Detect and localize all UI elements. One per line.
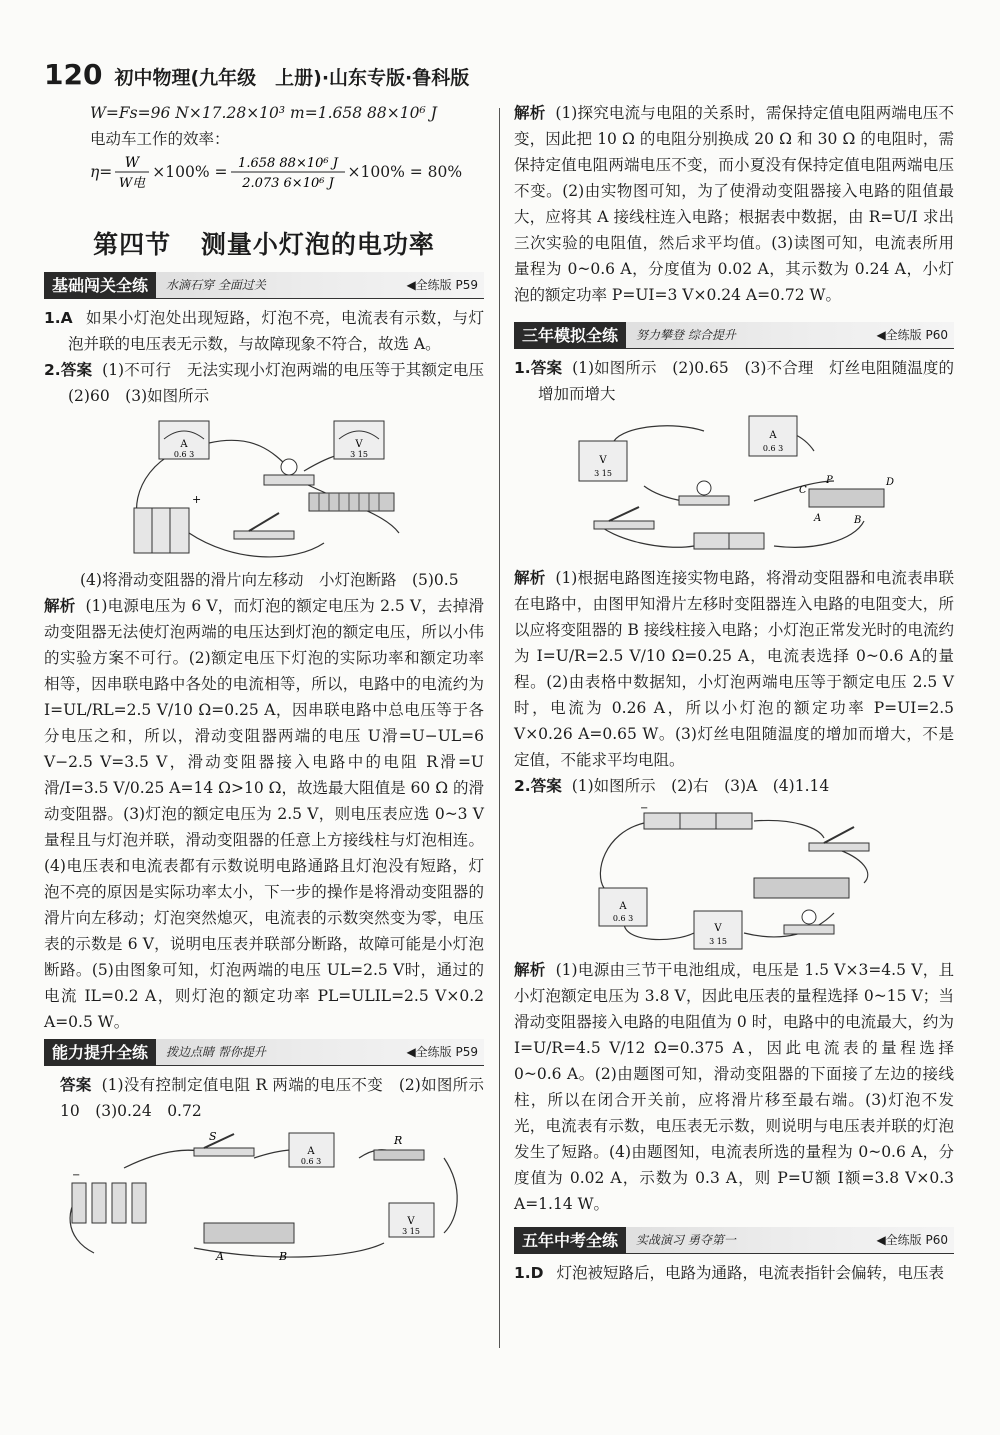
ammeter-letter: A — [619, 901, 627, 912]
answer-number: 1. — [514, 359, 531, 377]
banner-ref: ◀全练版 P60 — [876, 328, 948, 342]
voltmeter-v — [334, 421, 384, 459]
answer-number: 1.A — [44, 309, 73, 327]
answer-text: (1)不可行 无法实现小灯泡两端的电压等于其额定电压 (2)60 (3)如图所示 — [68, 361, 500, 405]
ammeter — [289, 1133, 334, 1167]
banner-exam — [514, 1227, 954, 1254]
section-number: 第四节 — [93, 230, 172, 259]
rheostat — [799, 475, 894, 526]
ammeter-letter: A — [307, 1146, 315, 1157]
analysis-text: (1)根据电路图连接实物电路，将滑动变阻器和电流表串联在电路中，由图甲知滑片左移时变阻器连入电路的电阻变大，所以应将变阻器的 B 接线柱接入电路；小灯泡正常发光时的电流约为 I=U/R=2.5 V/10 Ω=0.25 A，电流表选择 0~0.6 A的量程。(2)由表格中数据知，小灯泡两端电压等于额定电压 2.5 V 时，电流为 0.26 A，所以小灯泡的额定功率 P=UI=2.5 V×0.26 A=0.65 W。(3)灯丝电阻随温度的增加而增大，不是定值，不能求平均电阻。 — [514, 569, 954, 769]
eta-lhs: η= — [90, 163, 113, 181]
bulb — [679, 481, 729, 505]
voltmeter-scale: 3 15 — [350, 450, 368, 459]
voltmeter — [694, 911, 742, 949]
banner-basic — [44, 272, 484, 299]
frac2-den: 2.073 6×10⁶ J — [241, 176, 334, 191]
analysis-label: 解析 — [514, 961, 546, 979]
analysis-2 — [44, 593, 484, 1035]
eta-mid: ×100% = — [152, 163, 228, 181]
ammeter — [749, 416, 797, 456]
analysis-text: (1)电源电压为 6 V，而灯泡的额定电压为 2.5 V，去掉滑动变阻器无法使灯泡两端的电压达到灯泡的额定电压，所以小伟的实验方案不可行。(2)额定电压下灯泡的实际功率和额定功率相等，因串联电路中各处的电流相等，所以，电路中的电流约为 I=UL/RL=2.5 V/10 Ω=0.25 A，因串联电路中总电压等于各分电压之和，所以，滑动变阻器两端的电压 U滑=U−UL=6 V−2.5 V=3.5 V，滑动变阻器接入电路中的电阻 R滑=U滑/I=3.5 V/0.25 A=14 Ω>10 Ω，故选最大阻值是 60 Ω 的滑动变阻器。(3)灯泡的额定电压为 2.5 V，则电压表应选 0~3 V 量程且与灯泡并联，滑动变阻器的任意上方接线柱与灯泡相连。(4)电压表和电流表都有示数说明电路通路且灯泡没有短路，灯泡不亮的原因是实际功率太小，下一步的操作是将滑动变阻器的滑片向左移动；灯泡突然熄灭，电流表的示数突然变为零，电压表的示数是 6 V，说明电压表并联部分断路，故障可能是小灯泡断路。(5)由图象可知，灯泡两端的电压 UL=2.5 V时，通过的电流 IL=0.2 A，则灯泡的额定功率 PL=ULIL=2.5 V×0.2 A=0.5 W。 — [44, 597, 484, 1031]
battery — [134, 493, 201, 553]
banner-slogan: 拨边点睛 帮你提升 — [166, 1045, 266, 1059]
frac1-num: W — [125, 155, 140, 171]
voltmeter-letter: V — [407, 1216, 415, 1227]
column-divider — [499, 108, 500, 1348]
banner-slogan: 实战演习 勇夺第一 — [636, 1233, 736, 1247]
switch — [594, 507, 654, 529]
ammeter-scale: 0.6 3 — [173, 450, 195, 459]
bulb — [264, 459, 314, 485]
battery-minus: − — [640, 803, 649, 814]
frac1-den: W电 — [119, 176, 146, 191]
bulb — [784, 910, 834, 934]
analysis-label: 解析 — [514, 104, 546, 122]
resistor-r — [374, 1134, 424, 1160]
label-s: S — [209, 1130, 217, 1143]
frac2-num: 1.658 88×10⁶ J — [237, 156, 338, 171]
circuit-figure-3 — [564, 411, 904, 561]
label-r: R — [394, 1134, 403, 1147]
work-formula: W=Fs=96 N×17.28×10³ m=1.658 88×10⁶ J — [90, 104, 437, 122]
answer-number: 2. — [514, 777, 531, 795]
answer-label: 答案 — [60, 361, 93, 379]
answer-text: (1)没有控制定值电阻 R 两端的电压不变 (2)如图所示 10 (3)0.24 0.72 — [60, 1076, 500, 1120]
answer-text: 灯泡被短路后，电路为通路，电流表指针会偏转，电压表 — [556, 1264, 944, 1282]
mock-analysis-2 — [514, 957, 954, 1217]
answer-label: 答案 — [530, 359, 563, 377]
voltmeter-letter: V — [599, 455, 607, 466]
voltmeter-scale: 3 15 — [402, 1227, 420, 1236]
banner-title: 能力提升全练 — [44, 1039, 156, 1066]
exam-answer-1 — [514, 1260, 954, 1286]
book-title: 初中物理(九年级 上册)·山东专版·鲁科版 — [114, 67, 470, 89]
label-p: P — [826, 475, 833, 486]
banner-ref: ◀全练版 P60 — [876, 1233, 948, 1247]
ammeter-scale: 0.6 3 — [300, 1157, 322, 1166]
analysis-ability — [514, 100, 954, 308]
label-b: B — [279, 1250, 288, 1263]
answer-text: 如果小灯泡处出现短路，灯泡不亮，电流表有示数，与灯泡并联的电压表无示数，与故障现象不符合，故选 A。 — [68, 309, 484, 353]
ammeter — [599, 888, 647, 926]
rheostat — [309, 493, 394, 511]
banner-ability — [44, 1039, 484, 1066]
label-c: C — [799, 485, 807, 496]
efficiency-formula — [44, 152, 484, 192]
answer-text: (1)如图所示 (2)0.65 (3)不合理 灯丝电阻随温度的增加而增大 — [538, 359, 954, 403]
fraction-values — [228, 152, 348, 192]
analysis-text: (1)电源由三节干电池组成，电压是 1.5 V×3=4.5 V，且小灯泡额定电压为 3.8 V，因此电压表的量程选择 0~15 V；当滑动变阻器接入电路的电阻值为 0 时，电路中的电流最大，约为 I=U/R=4.5 V/12 Ω=0.375 A，因此电流表的量程选择 0~0.6 A。(2)由题图可知，滑动变阻器的下面接了左边的接线柱，所以在闭合开关前，应将滑片移至最右端。(3)灯泡不发光，电流表有示数，电压表无示数，则说明与电压表并联的灯泡发生了短路。(4)由题图知，电流表所选的量程为 0~0.6 A，分度值为 0.02 A，示数为 0.3 A，则 P=U额 I额=3.8 V×0.3 A=1.14 W。 — [514, 961, 954, 1213]
banner-ref: ◀全练版 P59 — [406, 1045, 478, 1059]
mock-answer-1 — [514, 355, 954, 407]
label-a: A — [814, 513, 822, 524]
voltmeter-scale: 3 15 — [594, 469, 612, 478]
section-title — [44, 232, 484, 258]
voltmeter-letter: V — [355, 439, 363, 450]
analysis-label: 解析 — [44, 597, 76, 615]
answer-1 — [44, 305, 484, 357]
circuit-figure-4 — [584, 803, 884, 953]
banner-slogan: 水滴石穿 全面过关 — [166, 278, 266, 292]
switch — [809, 827, 869, 851]
mock-answer-2 — [514, 773, 954, 799]
batteries — [694, 533, 764, 549]
ammeter-a — [159, 421, 209, 459]
circuit-figure-1 — [114, 413, 414, 563]
banner-title: 基础闯关全练 — [44, 272, 156, 299]
battery-minus: − — [72, 1170, 81, 1181]
label-b: B — [854, 515, 862, 526]
label-a: A — [216, 1250, 224, 1263]
ammeter-letter: A — [769, 430, 777, 441]
banner-ref: ◀全练版 P59 — [406, 278, 478, 292]
banner-title: 五年中考全练 — [514, 1227, 626, 1254]
battery-plus: + — [192, 493, 202, 506]
banner-slogan: 努力攀登 综合提升 — [636, 328, 736, 342]
analysis-label: 解析 — [514, 569, 546, 587]
answer-2 — [44, 357, 500, 409]
label-d: D — [886, 477, 895, 488]
mock-analysis-1 — [514, 565, 954, 773]
voltmeter — [389, 1203, 434, 1237]
ammeter-scale: 0.6 3 — [612, 914, 634, 923]
batteries — [72, 1170, 146, 1223]
answer-text: (1)如图所示 (2)右 (3)A (4)1.14 — [571, 777, 830, 795]
right-column — [514, 100, 954, 1435]
answer-number: 2. — [44, 361, 61, 379]
circuit-figure-2 — [54, 1128, 474, 1268]
fraction-w — [112, 152, 152, 192]
switch-s — [194, 1130, 254, 1156]
running-header — [44, 58, 469, 92]
left-column — [44, 100, 500, 1435]
efficiency-label: 电动车工作的效率： — [90, 130, 230, 148]
answer-2-continued: (4)将滑动变阻器的滑片向左移动 小灯泡断路 (5)0.5 — [80, 571, 459, 589]
batteries — [640, 803, 752, 829]
ammeter-letter: A — [180, 439, 188, 450]
banner-title: 三年模拟全练 — [514, 322, 626, 349]
voltmeter-letter: V — [714, 923, 722, 934]
switch — [234, 513, 294, 539]
answer-ability — [44, 1072, 500, 1124]
voltmeter-scale: 3 15 — [709, 937, 727, 946]
eta-rhs: ×100% = 80% — [347, 163, 463, 181]
page-number: 120 — [44, 58, 103, 91]
section-name: 测量小灯泡的电功率 — [200, 230, 435, 259]
answer-label: 答案 — [60, 1076, 92, 1094]
ammeter-scale: 0.6 3 — [762, 444, 784, 453]
voltmeter — [579, 441, 627, 481]
answer-label: 答案 — [530, 777, 562, 795]
rheostat — [204, 1223, 294, 1263]
analysis-text: (1)探究电流与电阻的关系时，需保持定值电阻两端电压不变，因此把 10 Ω 的电阻分别换成 20 Ω 和 30 Ω 的电阻时，需保持定值电阻两端电压不变，而小夏没有保持定值电阻两端电压不变。(2)由实物图可知，为了使滑动变阻器接入电路的阻值最大，应将其 A 接线柱连入电路；根据表中数据，由 R=U/I 求出三次实验的电阻值，然后求平均值。(3)读图可知，电流表所用量程为 0~0.6 A，分度值为 0.02 A，其示数为 0.24 A，小灯泡的额定功率 P=UI=3 V×0.24 A=0.72 W。 — [514, 104, 954, 304]
banner-mock — [514, 322, 954, 349]
rheostat — [754, 878, 849, 898]
answer-number: 1.D — [514, 1264, 544, 1282]
